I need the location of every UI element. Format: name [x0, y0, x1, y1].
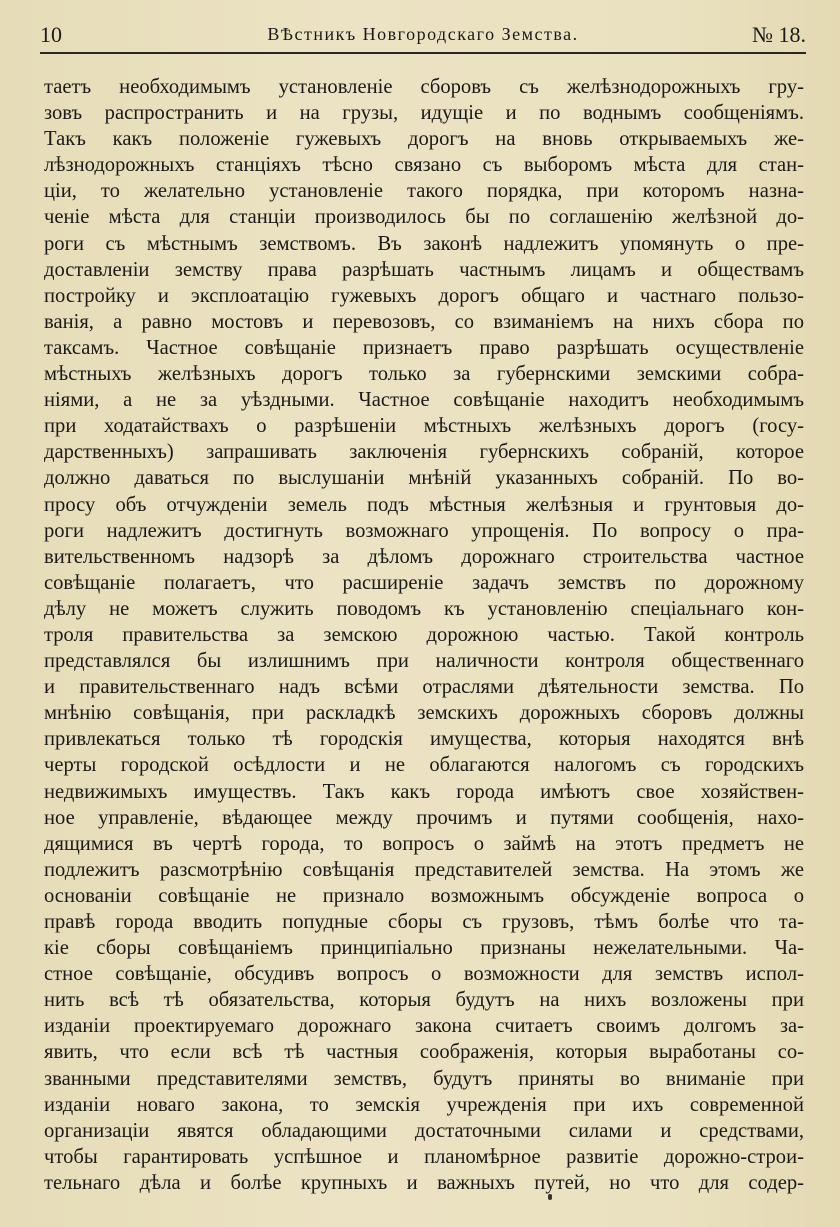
- text-line: изданіи проектируемаго дорожнаго закона считаетъ своимъ долгомъ за-: [44, 1015, 804, 1038]
- text-line: при ходатайствахъ о разрѣшеніи мѣстныхъ желѣзныхъ дорогъ (госу-: [44, 415, 804, 438]
- text-line: совѣщаніе полагаетъ, что расширеніе задачъ земствъ по дорожному: [44, 571, 804, 594]
- text-line: ченіе мѣста для станціи производилось бы по соглашенію желѣзной до-: [44, 206, 804, 229]
- text-line: просу объ отчужденіи земель подъ мѣстныя желѣзныя и грунтовыя до-: [44, 493, 804, 516]
- text-line: лѣзнодорожныхъ станціяхъ тѣсно связано съ выборомъ мѣста для стан-: [44, 154, 804, 177]
- text-line: организаціи явятся обладающими достаточными силами и средствами,: [44, 1119, 804, 1142]
- text-line: правѣ города вводить попудные сборы съ грузовъ, тѣмъ болѣе что та-: [44, 911, 804, 933]
- text-line: основаніи совѣщаніе не признало возможнымъ обсужденіе вопроса о: [44, 884, 804, 907]
- text-line: роги съ мѣстнымъ земствомъ. Въ законѣ надлежитъ упомянуть о пре-: [44, 232, 804, 255]
- text-line: привлекаться только тѣ городскія имущества, которыя находятся внѣ: [44, 728, 804, 751]
- text-line: черты городской осѣдлости и не облагаются налогомъ съ городскихъ: [44, 754, 804, 777]
- text-line: мѣстныхъ желѣзныхъ дорогъ только за губернскими земскими собра-: [44, 363, 804, 386]
- text-line: званными представителями земствъ, будутъ приняты во вниманіе при: [44, 1067, 804, 1090]
- text-line: таксамъ. Частное совѣщаніе признаетъ право разрѣшать осуществленіе: [44, 336, 804, 359]
- text-line: представлялся бы излишнимъ при наличности контроля общественнаго: [44, 650, 804, 673]
- text-line: стное совѣщаніе, обсудивъ вопросъ о возможности для земствъ испол-: [44, 963, 804, 986]
- publication-title: ВѢстникъ Новгородскаго Земства.: [267, 24, 579, 44]
- text-line: ванія, а равно мостовъ и перевозовъ, со взиманіемъ на нихъ сбора по: [44, 310, 804, 333]
- page-number: 10: [40, 22, 62, 47]
- text-line: тельнаго дѣла и болѣе крупныхъ и важныхъ путей, но что для содер-: [44, 1171, 804, 1194]
- text-line: недвижимыхъ имуществъ. Такъ какъ города имѣютъ свое хозяйствен-: [44, 780, 804, 803]
- text-line: дящимися въ чертѣ города, то вопросъ о займѣ на этотъ предметъ не: [44, 832, 804, 855]
- article-body: [44, 74, 804, 1196]
- text-line: должно даваться по выслушаніи мнѣній указанныхъ собраній. По во-: [44, 467, 804, 490]
- text-line: вительственномъ надзорѣ за дѣломъ дорожнаго строительства частное: [44, 545, 804, 568]
- text-line: троля правительства за земскою дорожною частью. Такой контроль: [44, 623, 804, 646]
- text-line: дарственныхъ) запрашивать заключенія губернскихъ собраній, которое: [44, 441, 804, 464]
- text-line: кіе сборы совѣщаніемъ принципіально признаны нежелательными. Ча-: [44, 937, 804, 960]
- text-line: явить, что если всѣ тѣ частныя соображенія, которыя выработаны со-: [44, 1041, 804, 1064]
- text-line: ное управленіе, вѣдающее между прочимъ и путями сообщенія, нахо-: [44, 806, 804, 829]
- text-line: мнѣнію совѣщанія, при раскладкѣ земскихъ дорожныхъ сборовъ должны: [44, 702, 804, 725]
- print-mark: [548, 1194, 552, 1200]
- text-line: дѣлу не можетъ служить поводомъ къ установленію спеціальнаго кон-: [44, 597, 804, 620]
- page-header: [40, 18, 806, 54]
- text-line: и правительственнаго надъ всѣми отраслями дѣятельности земства. По: [44, 676, 804, 699]
- text-line: таетъ необходимымъ установленіе сборовъ съ желѣзнодорожныхъ гру-: [44, 76, 804, 98]
- text-line: ніями, а не за уѣздными. Частное совѣщаніе находитъ необходимымъ: [44, 389, 804, 412]
- issue-number: № 18.: [752, 22, 806, 47]
- text-line: изданіи новаго закона, то земскія учрежденія при ихъ современной: [44, 1093, 804, 1116]
- text-line: постройку и эксплоатацію гужевыхъ дорогъ общаго и частнаго пользо-: [44, 284, 804, 307]
- text-line: доставленіи земству права разрѣшать частнымъ лицамъ и обществамъ: [44, 258, 804, 281]
- text-line: зовъ распространить и на грузы, идущіе и по воднымъ сообщеніямъ.: [44, 102, 804, 125]
- text-line: подлежитъ разсмотрѣнію совѣщанія представителей земства. На этомъ же: [44, 858, 804, 881]
- text-line: чтобы гарантировать успѣшное и планомѣрное развитіе дорожно-строи-: [44, 1145, 804, 1168]
- text-line: роги надлежитъ достигнуть возможнаго упрощенія. По вопросу о пра-: [44, 519, 804, 542]
- text-line: Такъ какъ положеніе гужевыхъ дорогъ на вновь открываемыхъ же-: [44, 128, 804, 151]
- text-line: ціи, то желательно установленіе такого порядка, при которомъ назна-: [44, 180, 804, 203]
- text-line: нить всѣ тѣ обязательства, которыя будутъ на нихъ возложены при: [44, 989, 804, 1012]
